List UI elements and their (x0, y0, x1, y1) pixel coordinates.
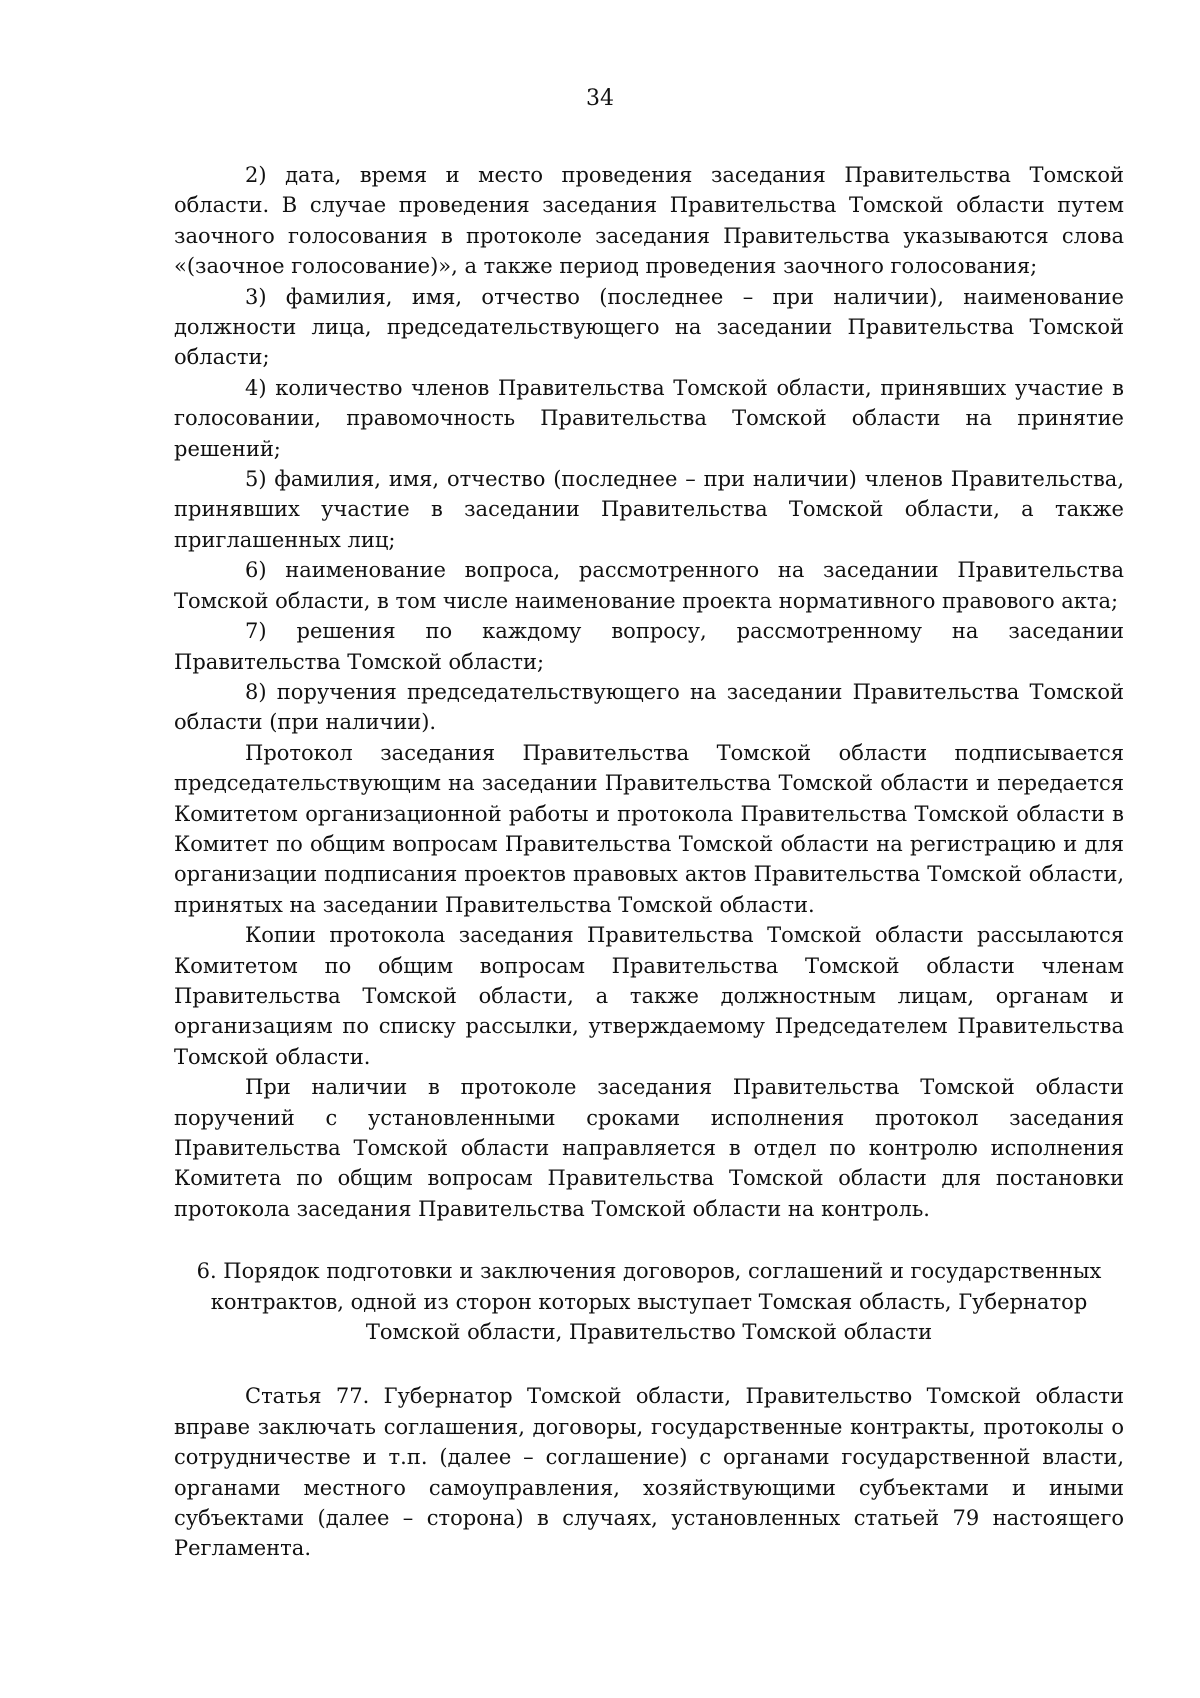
page-number: 34 (586, 86, 614, 111)
paragraph-protocol-signing: Протокол заседания Правительства Томской области подписывается председательствующим на заседании Правительства Томской области и передается Комитетом организационной работы и протокола Правительства Томской области в Комитет по общим вопросам Правительства Томской области на регистрацию и для организации подписания проектов правовых актов Правительства Томской области, принятых на заседании Правительства Томской области. (174, 740, 1124, 917)
paragraph-item-4: 4) количество членов Правительства Томской области, принявших участие в голосовании, правомочность Правительства Томской области на принятие решений; (174, 375, 1124, 461)
paragraph-item-5: 5) фамилия, имя, отчество (последнее – при наличии) членов Правительства, принявших участие в заседании Правительства Томской области, а также приглашенных лиц; (174, 467, 1124, 552)
paragraph-item-8: 8) поручения председательствующего на заседании Правительства Томской области (при наличии). (174, 679, 1124, 735)
paragraph-article-77: Статья 77. Губернатор Томской области, Правительство Томской области вправе заключать соглашения, договоры, государственные контракты, протоколы о сотрудничестве и т.п. (далее – соглашение) с органами государственной власти, органами местного самоуправления, хозяйствующими субъектами и иными субъектами (далее – сторона) в случаях, установленных статьей 79 настоящего Регламента. (174, 1384, 1124, 1561)
paragraph-protocol-copies: Копии протокола заседания Правительства Томской области рассылаются Комитетом по общим вопросам Правительства Томской области членам Правительства Томской области, а также должностным лицам, органам и организациям по списку рассылки, утверждаемому Председателем Правительства Томской области. (174, 923, 1124, 1069)
section-heading: 6. Порядок подготовки и заключения договоров, соглашений и государственных контрактов, одной из сторон которых выступает Томская область, Губернатор Томской области, Правительство Томской области (196, 1259, 1102, 1345)
paragraph-item-2: 2) дата, время и место проведения заседания Правительства Томской области. В случае проведения заседания Правительства Томской области путем заочного голосования в протоколе заседания Правительства указываются слова «(заочное голосование)», а также период проведения заочного голосования; (174, 163, 1124, 279)
paragraph-item-3: 3) фамилия, имя, отчество (последнее – при наличии), наименование должности лица, председательствующего на заседании Правительства Томской области; (174, 284, 1124, 370)
paragraph-protocol-control: При наличии в протоколе заседания Правительства Томской области поручений с установленными сроками исполнения протокол заседания Правительства Томской области направляется в отдел по контролю исполнения Комитета по общим вопросам Правительства Томской области для постановки протокола заседания Правительства Томской области на контроль. (174, 1075, 1124, 1221)
paragraph-item-6: 6) наименование вопроса, рассмотренного на заседании Правительства Томской области, в том числе наименование проекта нормативного правового акта; (174, 558, 1124, 613)
paragraph-item-7: 7) решения по каждому вопросу, рассмотренному на заседании Правительства Томской области; (174, 619, 1124, 674)
document-body (174, 160, 1124, 1564)
